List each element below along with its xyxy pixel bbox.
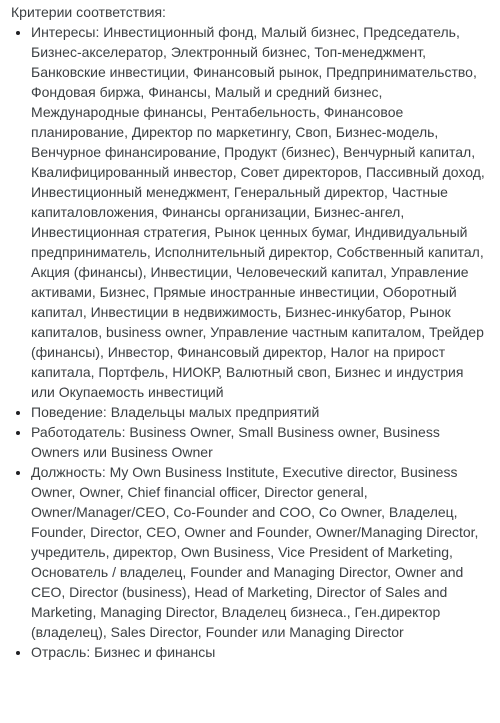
- criteria-value: Бизнес и финансы: [94, 644, 216, 660]
- criteria-item-interests: • Интересы: Инвестиционный фонд, Малый бизнес, Председатель, Бизнес-акселератор, Электронный бизнес, Топ-менеджмент, Банковские инвестиции, Финансовый рынок, Предпринимательство, Фондовая биржа, Финансы, Малый и средний бизнес, Международные финансы, Рентабельность, Финансовое планирование, Директор по маркетингу, Своп, Бизнес-модель, Венчурное финансирование, Продукт (бизнес), Венчурный капитал, Квалифицированный инвестор, Совет директоров, Пассивный доход, Инвестиционный менеджмент, Генеральный директор, Частные капиталовложения, Финансы организации, Бизнес-ангел, Инвестиционная стратегия, Рынок ценных бумаг, Индивидуальный предприниматель, Исполнительный директор, Собственный капитал, Акция (финансы), Инвестиции, Человеческий капитал, Управление активами, Бизнес, Прямые иностранные инвестиции, Оборотный капитал, Инвестиции в недвижимость, Бизнес-инкубатор, Рынок капиталов, business owner, Управление частным капиталом, Трейдер (финансы), Инвестор, Финансовый директор, Налог на прирост капитала, Портфель, НИОКР, Валютный своп, Бизнес и индустрия или Окупаемость инвестиций: [31, 22, 486, 402]
- criteria-value: Business Owner, Small Business owner, Business Owners или Business Owner: [31, 424, 440, 460]
- criteria-item-employer: • Работодатель: Business Owner, Small Business owner, Business Owners или Business Owner: [31, 422, 486, 462]
- criteria-item-behavior: • Поведение: Владельцы малых предприятий: [31, 402, 486, 422]
- criteria-label: Отрасль: [31, 644, 87, 660]
- criteria-list: [11, 22, 486, 662]
- criteria-value: My Own Business Institute, Executive director, Business Owner, Owner, Chief financial officer, Director general, Owner/Manager/CEO, Co-Founder and COO, Co Owner, Владелец, Founder, Director, CEO, Owner and Founder, Owner/Managing Director, учредитель, директор, Own Business, Vice President of Marketing, Основатель / владелец, Founder and Managing Director, Owner and CEO, Director (business), Head of Marketing, Director of Sales and Marketing, Managing Director, Владелец бизнеса., Ген.директор (владелец), Sales Director, Founder или Managing Director: [31, 464, 479, 640]
- criteria-label: Должность: [31, 464, 102, 480]
- criteria-item-industry: • Отрасль: Бизнес и финансы: [31, 642, 486, 662]
- criteria-value: Владельцы малых предприятий: [110, 404, 320, 420]
- criteria-value: Инвестиционный фонд, Малый бизнес, Председатель, Бизнес-акселератор, Электронный бизнес, Топ-менеджмент, Банковские инвестиции, Финансовый рынок, Предпринимательство, Фондовая биржа, Финансы, Малый и средний бизнес, Международные финансы, Рентабельность, Финансовое планирование, Директор по маркетингу, Своп, Бизнес-модель, Венчурное финансирование, Продукт (бизнес), Венчурный капитал, Квалифицированный инвестор, Совет директоров, Пассивный доход, Инвестиционный менеджмент, Генеральный директор, Частные капиталовложения, Финансы организации, Бизнес-ангел, Инвестиционная стратегия, Рынок ценных бумаг, Индивидуальный предприниматель, Исполнительный директор, Собственный капитал, Акция (финансы), Инвестиции, Человеческий капитал, Управление активами, Бизнес, Прямые иностранные инвестиции, Оборотный капитал, Инвестиции в недвижимость, Бизнес-инкубатор, Рынок капиталов, business owner, Управление частным капиталом, Трейдер (финансы), Инвестор, Финансовый директор, Налог на прирост капитала, Портфель, НИОКР, Валютный своп, Бизнес и индустрия или Окупаемость инвестиций: [31, 24, 485, 400]
- criteria-label: Интересы: [31, 24, 96, 40]
- criteria-heading: Критерии соответствия:: [11, 4, 166, 20]
- criteria-label: Работодатель: [31, 424, 122, 440]
- criteria-label: Поведение: [31, 404, 103, 420]
- criteria-item-job-title: • Должность: My Own Business Institute, Executive director, Business Owner, Owner, Chief financial officer, Director general, Owner/Manager/CEO, Co-Founder and COO, Co Owner, Владелец, Founder, Director, CEO, Owner and Founder, Owner/Managing Director, учредитель, директор, Own Business, Vice President of Marketing, Основатель / владелец, Founder and Managing Director, Owner and CEO, Director (business), Head of Marketing, Director of Sales and Marketing, Managing Director, Владелец бизнеса., Ген.директор (владелец), Sales Director, Founder или Managing Director: [31, 462, 486, 642]
